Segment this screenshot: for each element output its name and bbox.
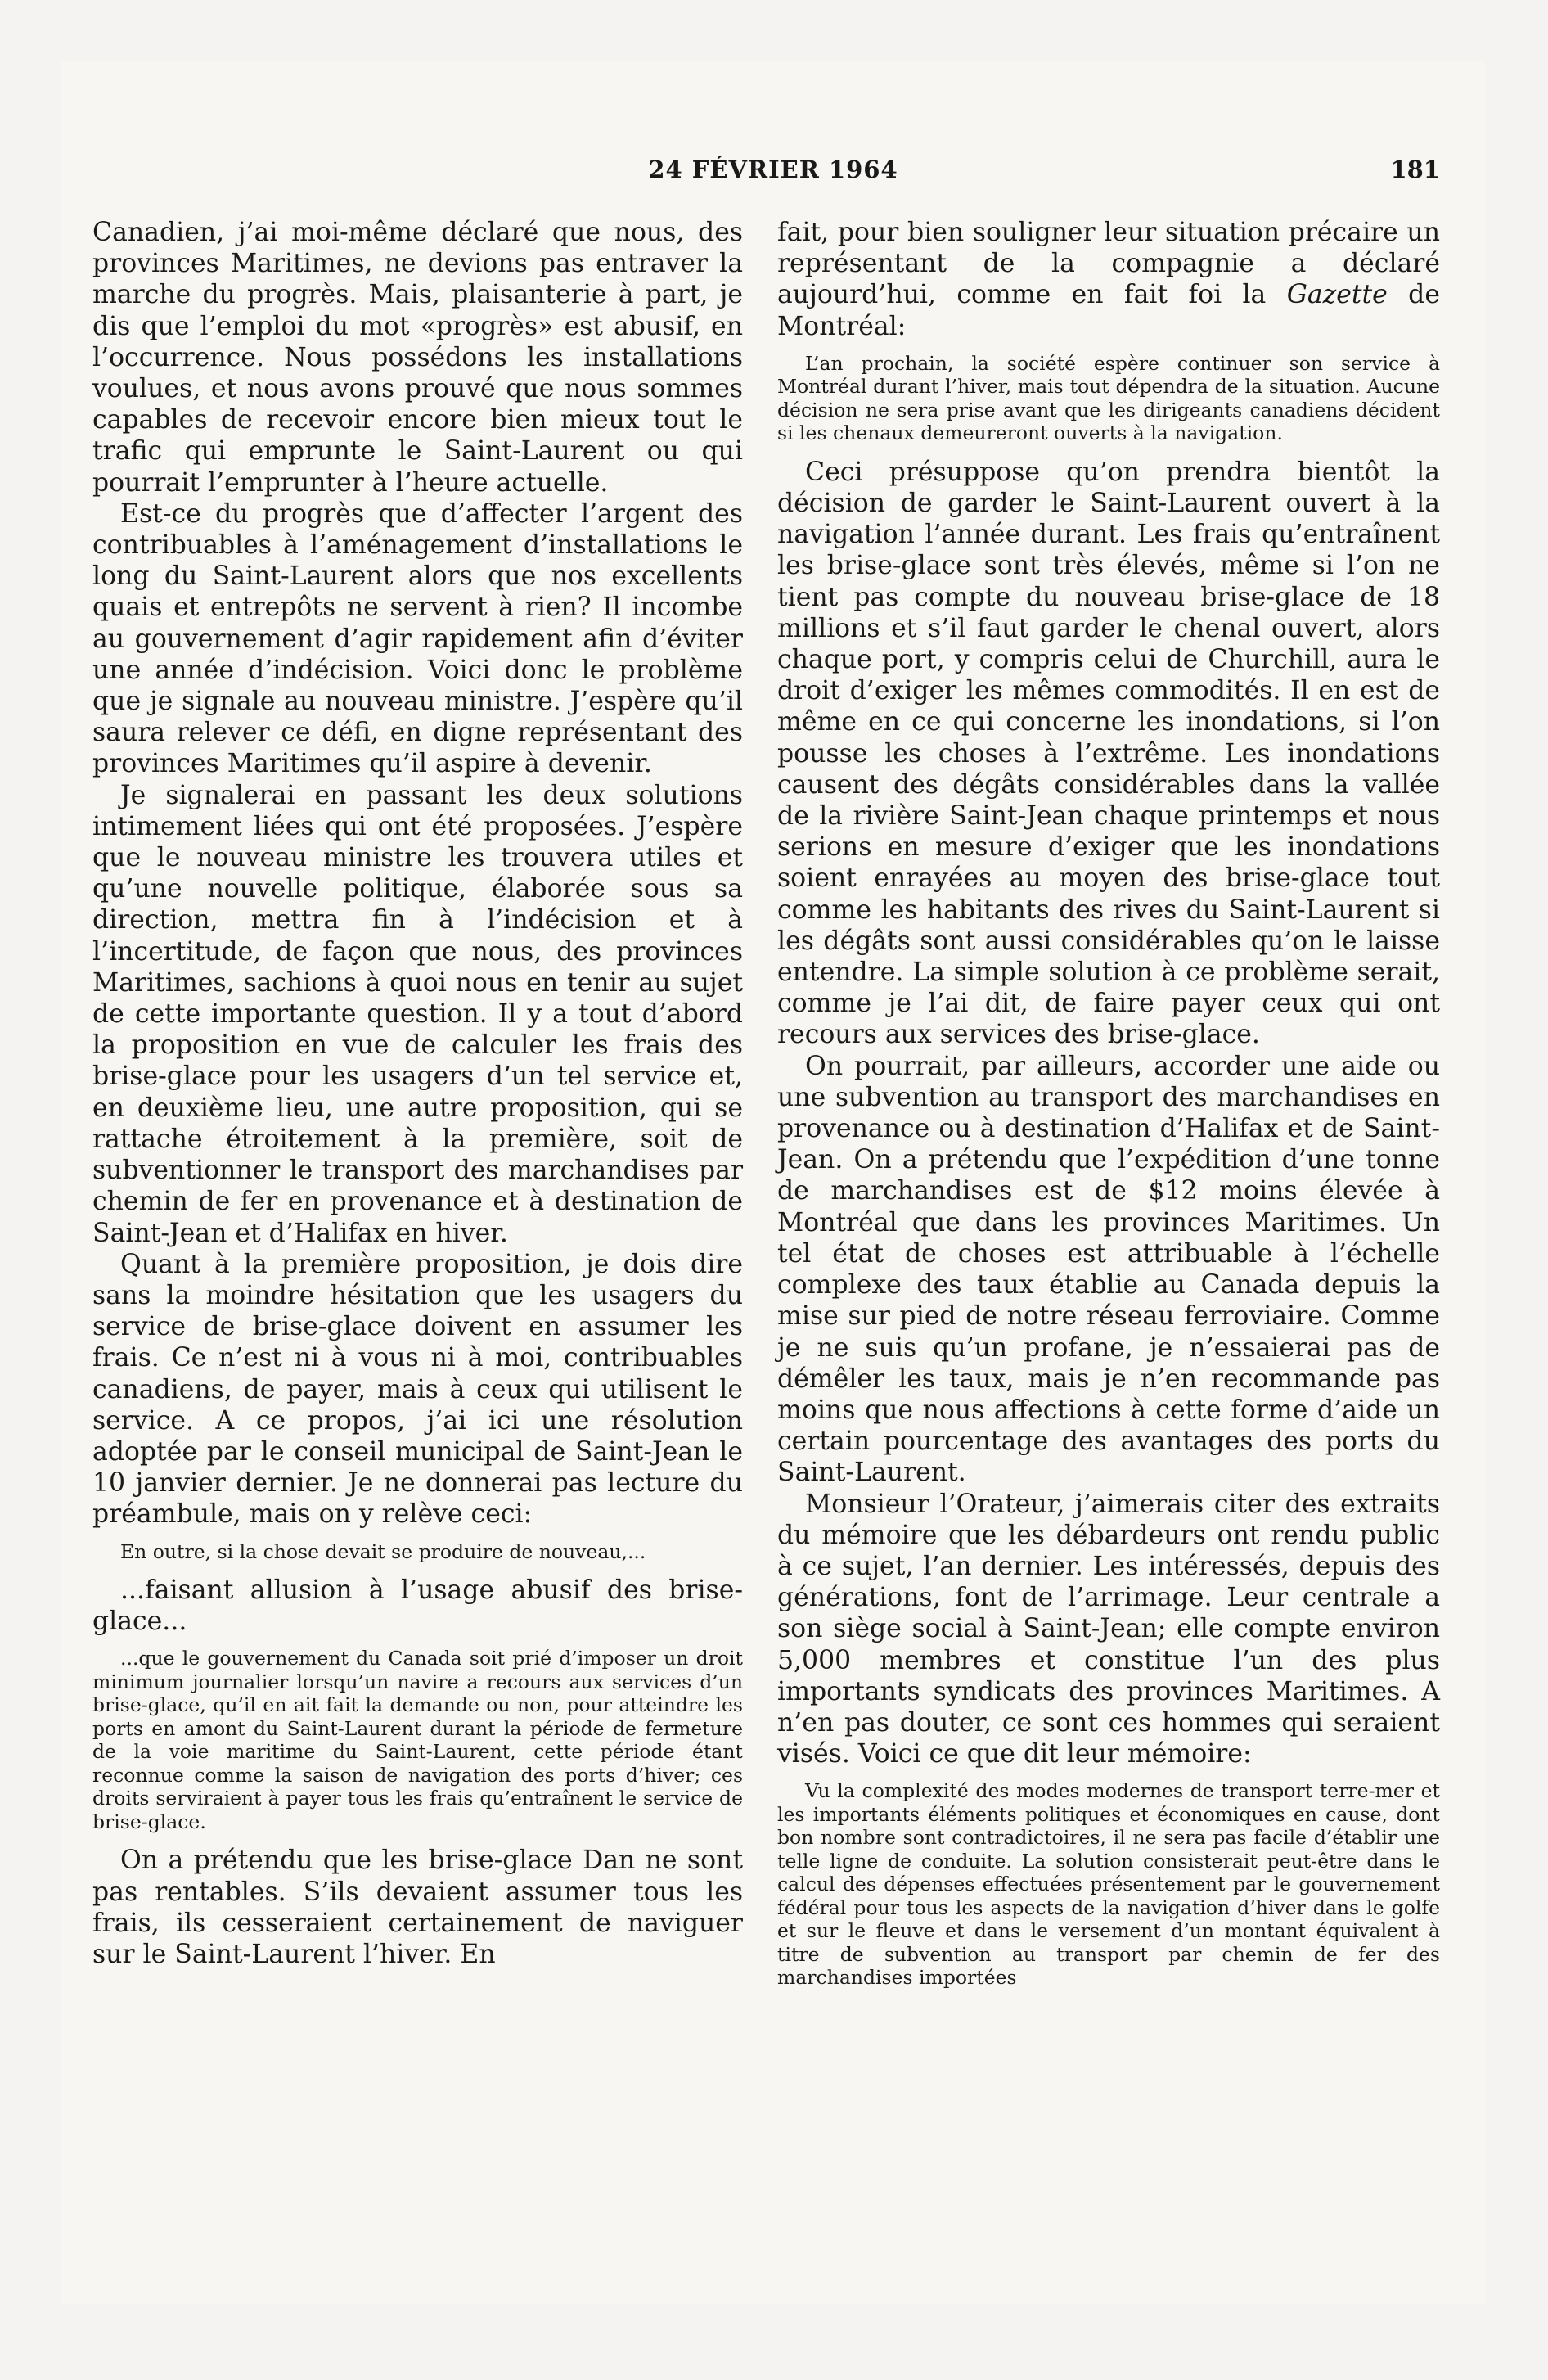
paragraph: Canadien, j’ai moi-même déclaré que nous, des provinces Maritimes, ne devions pas entraver la marche du progrès. Mais, plaisanterie à part, je dis que l’emploi du mot «progrès» est abusif, en l’occurrence. Nous possédons les installations voulues, et nous avons prouvé que nous sommes capables de recevoir encore bien mieux tout le trafic qui emprunte le Saint-Laurent ou qui pourrait l’emprunter à l’heure actuelle. (92, 218, 743, 498)
paragraph: Ceci présuppose qu’on prendra bientôt la décision de garder le Saint-Laurent ouvert à la navigation l’année durant. Les frais qu’entraînent les brise-glace sont très élevés, même si l’on ne tient pas compte du nouveau brise-glace de 18 millions et s’il faut garder le chenal ouvert, alors chaque port, y compris celui de Churchill, aura le droit d’exiger les mêmes commodités. Il en est de même en ce qui concerne les inondations, si l’on pousse les choses à l’extrême. Les inondations causent des dégâts considérables dans la vallée de la rivière Saint-Jean chaque printemps et nous serions en mesure d’exiger que les inondations soient enrayées au moyen des brise-glace tout comme les habitants des rives du Saint-Laurent si les dégâts sont aussi considérables qu’on le laisse entendre. La simple solution à ce problème serait, comme je l’ai dit, de faire payer ceux qui ont recours aux services des brise-glace. (777, 457, 1440, 1050)
paragraph: On a prétendu que les brise-glace Dan ne sont pas rentables. S’ils devaient assumer tous les frais, ils cesseraient certainement de naviguer sur le Saint-Laurent l’hiver. En (92, 1846, 743, 1970)
running-header (61, 156, 1485, 188)
paragraph: On pourrait, par ailleurs, accorder une aide ou une subvention au transport des marchandises en provenance ou à destination d’Halifax et de Saint-Jean. On a prétendu que l’expédition d’une tonne de marchandises est de $12 moins élevée à Montréal que dans les provinces Maritimes. Un tel état de choses est attribuable à l’échelle complexe des taux établie au Canada depuis la mise sur pied de notre réseau ferroviaire. Comme je ne suis qu’un profane, je n’essaierai pas de démêler les taux, mais je n’en recommande pas moins que nous affections à cette forme d’aide un certain pourcentage des avantages des ports du Saint-Laurent. (777, 1051, 1440, 1488)
page (61, 61, 1485, 2304)
paragraph: Est-ce du progrès que d’affecter l’argent des contribuables à l’aménagement d’installations le long du Saint-Laurent alors que nos excellents quais et entrepôts ne servent à rien? Il incombe au gouvernement d’agir rapidement afin d’éviter une année d’indécision. Voici donc le problème que je signale au nouveau ministre. J’espère qu’il saura relever ce défi, en digne représentant des provinces Maritimes qu’il aspire à devenir. (92, 498, 743, 779)
paragraph: ...faisant allusion à l’usage abusif des brise-glace... (92, 1575, 743, 1637)
paragraph: Quant à la première proposition, je dois dire sans la moindre hésitation que les usagers du service de brise-glace doivent en assumer les frais. Ce n’est ni à vous ni à moi, contribuables canadiens, de payer, mais à ceux qui utilisent le service. A ce propos, j’ai ici une résolution adoptée par le conseil municipal de Saint-Jean le 10 janvier dernier. Je ne donnerai pas lecture du préambule, mais on y relève ceci: (92, 1249, 743, 1530)
block-quote: Vu la complexité des modes modernes de transport terre-mer et les importants éléments politiques et économiques en cause, dont bon nombre sont contradictoires, il ne sera pas facile d’établir une telle ligne de conduite. La solution consisterait peut-être dans le calcul des dépenses effectuées présentement par le gouvernement fédéral pour tous les aspects de la navigation d’hiver dans le golfe et sur le fleuve et dans le versement d’un montant équivalent à titre de subvention au transport par chemin de fer des marchandises importées (777, 1779, 1440, 1990)
paragraph-tail: de Montréal: (777, 280, 1440, 341)
left-column (92, 217, 743, 1970)
page-number: 181 (1390, 156, 1440, 183)
paragraph-text: fait, pour bien souligner leur situation précaire un représentant de la compagnie a déclaré aujourd’hui, comme en fait foi la (777, 218, 1440, 310)
paragraph (777, 217, 1440, 342)
publication-name: Gazette (1286, 280, 1388, 310)
block-quote: L’an prochain, la société espère continuer son service à Montréal durant l’hiver, mais tout dépendra de la situation. Aucune décision ne sera prise avant que les dirigeants canadiens décident si les chenaux demeureront ouverts à la navigation. (777, 351, 1440, 445)
paragraph: Monsieur l’Orateur, j’aimerais citer des extraits du mémoire que les débardeurs ont rendu public à ce sujet, l’an dernier. Les intéressés, depuis des générations, font de l’arrimage. Leur centrale a son siège social à Saint-Jean; elle compte environ 5,000 membres et constitue l’un des plus importants syndicats des provinces Maritimes. A n’en pas douter, ce sont ces hommes qui seraient visés. Voici ce que dit leur mémoire: (777, 1489, 1440, 1769)
block-quote: En outre, si la chose devait se produire de nouveau,... (120, 1539, 646, 1563)
header-date: 24 FÉVRIER 1964 (648, 156, 898, 183)
right-column (777, 217, 1440, 2001)
block-quote: ...que le gouvernement du Canada soit prié d’imposer un droit minimum journalier lorsqu’un navire a recours aux services d’un brise-glace, qu’il en ait fait la demande ou non, pour atteindre les ports en amont du Saint-Laurent durant la période de fermeture de la voie maritime du Saint-Laurent, cette période étant reconnue comme la saison de navigation des ports d’hiver; ces droits serviraient à payer tous les frais qu’entraînent le service de brise-glace. (92, 1647, 743, 1833)
paragraph: Je signalerai en passant les deux solutions intimement liées qui ont été proposées. J’espère que le nouveau ministre les trouvera utiles et qu’une nouvelle politique, élaborée sous sa direction, mettra fin à l’indécision et à l’incertitude, de façon que nous, des provinces Maritimes, sachions à quoi nous en tenir au sujet de cette importante question. Il y a tout d’abord la proposition en vue de calculer les frais des brise-glace pour les usagers d’un tel service et, en deuxième lieu, une autre proposition, qui se rattache étroitement à la première, soit de subventionner le transport des marchandises par chemin de fer en provenance et à destination de Saint-Jean et d’Halifax en hiver. (92, 780, 743, 1248)
